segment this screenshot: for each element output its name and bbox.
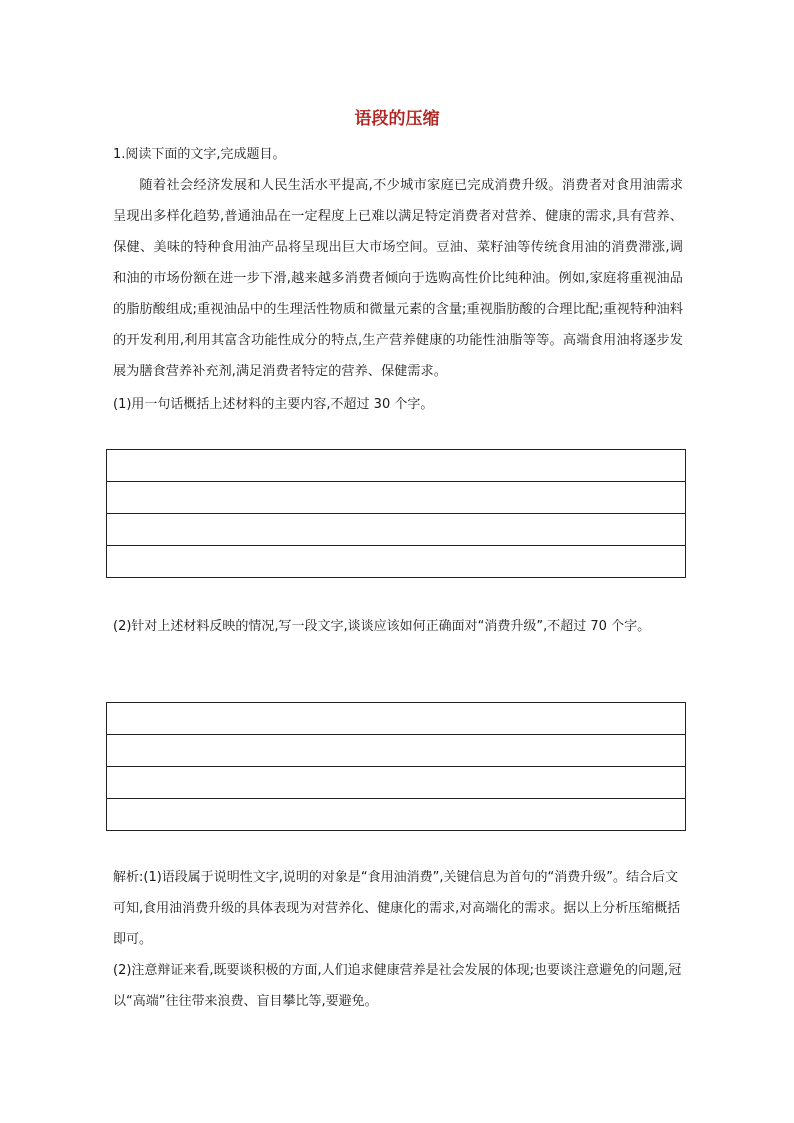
answer-box-2[interactable] [106,702,686,831]
sub-question-1: (1)用一句话概括上述材料的主要内容,不超过 30 个字。 [113,397,434,412]
analysis-part-2: (2)注意辩证来看,既要谈积极的方面,人们追求健康营养是社会发展的体现;也要谈注意避免的问题,冠以“高端”往往带来浪费、盲目攀比等,要避免。 [113,963,682,1009]
answer-line[interactable] [107,482,685,514]
answer-line[interactable] [107,703,685,735]
answer-box-1[interactable] [106,449,686,578]
sub-question-2: (2)针对上述材料反映的情况,写一段文字,谈谈应该如何正确面对“消费升级”,不超过 70 个字。 [113,619,651,634]
answer-line[interactable] [107,799,685,830]
question-number-line: 1.阅读下面的文字,完成题目。 [113,147,286,162]
answer-line[interactable] [107,546,685,577]
analysis-part-1: 解析:(1)语段属于说明性文字,说明的对象是“食用油消费”,关键信息为首句的“消费升级”。结合后文可知,食用油消费升级的具体表现为对营养化、健康化的需求,对高端化的需求。据以上分析压缩概括即可。 [113,870,681,947]
answer-line[interactable] [107,735,685,767]
reading-passage: 随着社会经济发展和人民生活水平提高,不少城市家庭已完成消费升级。消费者对食用油需求呈现出多样化趋势,普通油品在一定程度上已难以满足特定消费者对营养、健康的需求,具有营养、保健、美味的特种食用油产品将呈现出巨大市场空间。豆油、菜籽油等传统食用油的消费滞涨,调和油的市场份额在进一步下滑,越来越多消费者倾向于选购高性价比纯种油。例如,家庭将重视油品的脂肪酸组成;重视油品中的生理活性物质和微量元素的含量;重视脂肪酸的合理比配;重视特种油料的开发利用,利用其富含功能性成分的特点,生产营养健康的功能性油脂等等。高端食用油将逐步发展为膳食营养补充剂,满足消费者特定的营养、保健需求。 [113,178,683,379]
answer-line[interactable] [107,450,685,482]
document-title: 语段的压缩 [354,109,440,129]
answer-line[interactable] [107,514,685,546]
answer-line[interactable] [107,767,685,799]
